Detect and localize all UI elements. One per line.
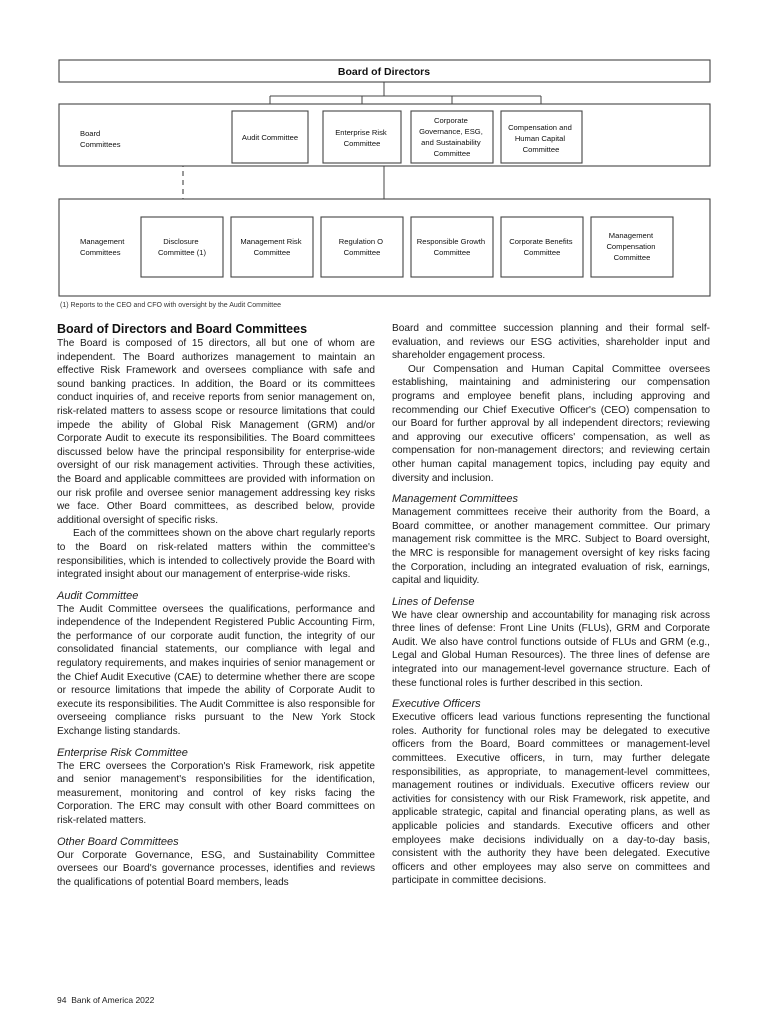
regulation-o-committee-box (321, 217, 403, 277)
paragraph-succession-planning: Board and committee succession planning and their formal self-evaluation, and reviews our ESG activities, shareholder input and shareholder engagement process. (392, 323, 710, 362)
enterprise-risk-committee-box (323, 111, 401, 163)
page-number: 94 (57, 995, 67, 1005)
board-committees-label: Board Committees (80, 129, 121, 149)
org-chart (0, 0, 768, 320)
paragraph-executive-officers: Executive officers lead various functions representing the functional roles. Authority for functional roles may be delegated to executive officers from the Board, Board committees or management-level committees. Executive officers, in turn, may further delegate responsibilities, as appropriate, to management-level committees, management routines or individuals. Executive officers review our activities for consistency with our Risk Framework, risk appetite, and applicable strategic, capital and financial operating plans, as well as applicable policies and standards. Executive officers and other employees make decisions individually on a day-to-day basis, consistent with the authority they have been delegated. Executive officers and other employees may also serve on committees and participate in committee decisions. (392, 712, 710, 887)
board-of-directors-label: Board of Directors (337, 66, 431, 78)
page-footer (57, 995, 154, 1005)
disclosure-committee-label: Disclosure Committee (1) (157, 237, 207, 257)
corporate-benefits-committee-label: Corporate Benefits Committee (509, 237, 573, 257)
chart-footnote: (1) Reports to the CEO and CFO with oversight by the Audit Committee (60, 302, 281, 309)
management-committees-label: Management Committees (80, 237, 125, 257)
paragraph-other-board-committees: Our Corporate Governance, ESG, and Sustainability Committee oversees our Board's governance processes, identifies and reviews the qualifications of potential Board members, leads (57, 849, 375, 888)
enterprise-risk-committee-label: Enterprise Risk Committee (335, 128, 387, 148)
subheading-executive-officers: Executive Officers (392, 698, 481, 711)
governance-committee-label: Corporate Governance, ESG, and Sustainability Committee (419, 116, 483, 158)
subheading-lines-of-defense: Lines of Defense (392, 595, 475, 608)
paragraph-enterprise-risk-committee: The ERC oversees the Corporation's Risk Framework, risk appetite and senior management's responsibilities for the identification, measurement, monitoring and control of key risks facing the Corporation. The ERC may consult with other Board committees on risk-related matters. (57, 760, 375, 826)
audit-committee-label: Audit Committee (241, 133, 299, 142)
subheading-enterprise-risk-committee: Enterprise Risk Committee (57, 746, 188, 759)
paragraph-audit-committee: The Audit Committee oversees the qualifications, performance and independence of the Independent Registered Public Accounting Firm, the performance of our corporate audit function, the integrity of our consolidated financial statements, our compliance with legal and regulatory requirements, and makes inquiries of senior management or the Chief Audit Executive (CAE) to determine whether there are scope or resource limitations that impede the ability of Corporate Audit to execute its responsibilities. The Audit Committee is also responsible for overseeing compliance risks pursuant to the New York Stock Exchange listing standards. (57, 603, 375, 738)
compensation-committee-label: Compensation and Human Capital Committee (508, 123, 572, 154)
subheading-audit-committee: Audit Committee (57, 589, 139, 602)
left-column (57, 322, 375, 889)
responsible-growth-committee-label: Responsible Growth Committee (416, 237, 486, 257)
subheading-other-board-committees: Other Board Committees (57, 835, 179, 848)
management-compensation-committee-label: Management Compensation Committee (606, 231, 656, 262)
section-heading-board: Board of Directors and Board Committees (57, 322, 308, 336)
paragraph-lines-of-defense: We have clear ownership and accountability for managing risk across three lines of defense: Front Line Units (FLUs), GRM and Corporate Audit. We also have control functions outside of FLUs and GRM (e.g., Legal and Global Human Resources). The three lines of defense are integrated into our management-level governance structure. Each of these functional roles is further described in this section. (392, 609, 710, 689)
paragraph-committee-reports: Each of the committees shown on the above chart regularly reports to the Board on risk-related matters within the committee's responsibilities, which is intended to collectively provide the Board with integrated insight about our management of enterprise-wide risks. (57, 528, 375, 581)
corporate-benefits-committee-box (501, 217, 583, 277)
subheading-management-committees: Management Committees (392, 493, 518, 506)
management-risk-committee-label: Management Risk Committee (240, 237, 302, 257)
management-risk-committee-box (231, 217, 313, 277)
paragraph-board-overview: The Board is composed of 15 directors, all but one of whom are independent. The Board authorizes management to maintain an effective Risk Framework and oversees compliance with safe and sound banking practices. In addition, the Board or its committees conduct inquiries of, and receive reports from senior management on, risk-related matters to assess scope or resource limitations that could impede the ability of Global Risk Management (GRM) and/or Corporate Audit to execute its responsibilities. The Board committees discussed below have the principal responsibility for enterprise-wide oversight of our risk management activities. Through these activities, the Board and applicable committees are provided with information on our risk profile and oversee senior management addressing key risks we face. Other Board committees, as described below, provide additional oversight of specific risks. (57, 338, 375, 526)
right-column (392, 322, 710, 888)
publication-title: Bank of America 2022 (71, 995, 155, 1005)
paragraph-compensation-committee: Our Compensation and Human Capital Committee oversees establishing, maintaining and administering our compensation programs and employee benefit plans, including approving and recommending our Chief Executive Officer's (CEO) compensation to our Board for further approval by all independent directors; reviewing and approving our executive officers' compensation, as well as compensation for non-management directors; and reviewing certain other human capital management topics, including pay equity and diversity and inclusion. (392, 363, 710, 484)
regulation-o-committee-label: Regulation O Committee (338, 237, 384, 257)
paragraph-management-committees: Management committees receive their authority from the Board, a Board committee, or another management committee. Our primary management risk committee is the MRC. Subject to Board oversight, the MRC is responsible for management oversight of key risks facing the Corporation, including an integrated evaluation of risk, earnings, capital and liquidity. (392, 507, 710, 587)
disclosure-committee-box (141, 217, 223, 277)
responsible-growth-committee-box (411, 217, 493, 277)
